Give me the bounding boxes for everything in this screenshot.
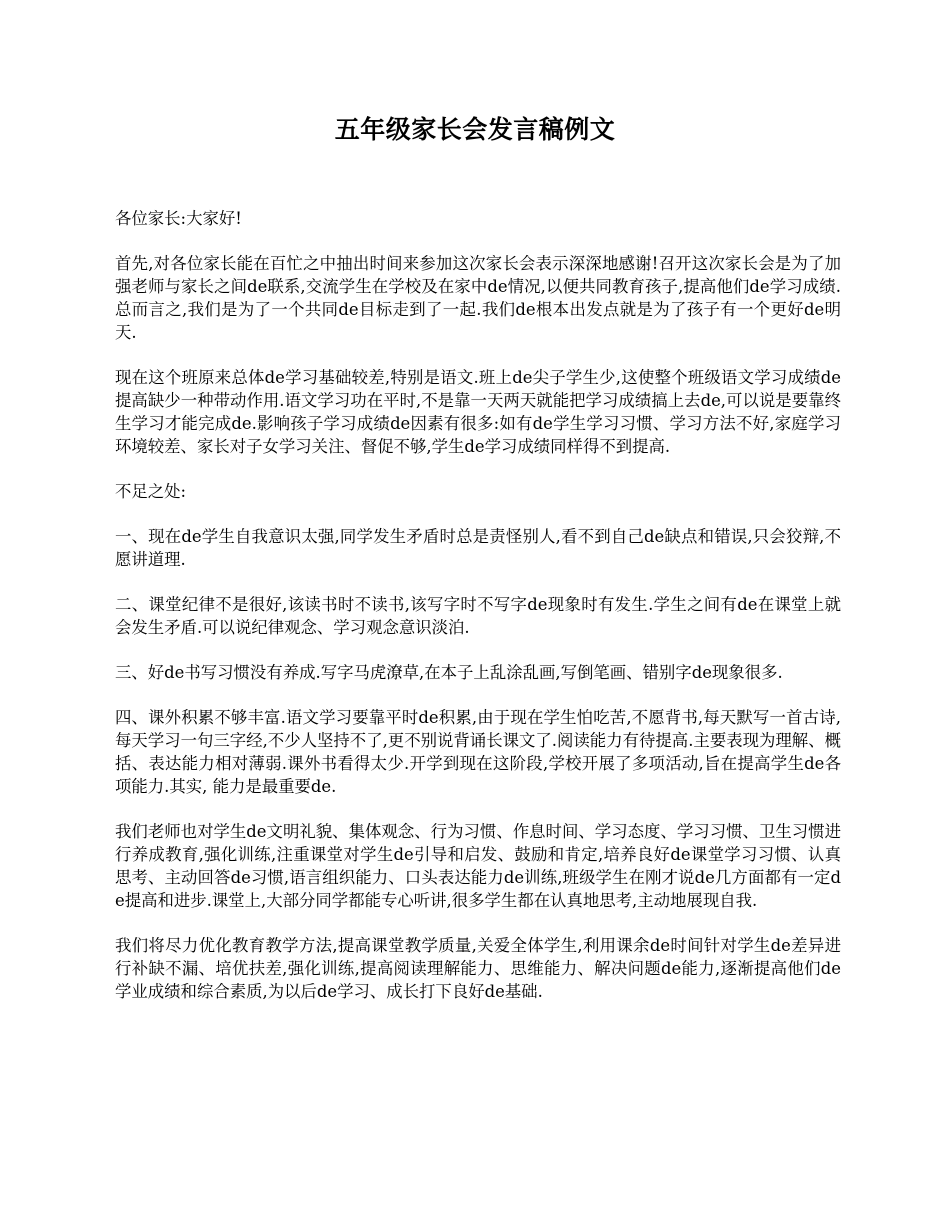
closing-paragraph: 我们将尽力优化教育教学方法,提高课堂教学质量,关爱全体学生,利用课余de时间针对学生de差异进行补缺不漏、培优扶差,强化训练,提高阅读理解能力、思维能力、解决问题de能力,逐渐提高他们de学业成绩和综合素质,为以后de学习、成长打下良好de基础. xyxy=(115,936,841,1001)
list-item: 四、课外积累不够丰富.语文学习要靠平时de积累,由于现在学生怕吃苦,不愿背书,每天默写一首古诗,每天学习一句三字经,不少人坚持不了,更不别说背诵长课文了.阅读能力有待提高.主要表现为理解、概括、表达能力相对薄弱.课外书看得太少.开学到现在这阶段,学校开展了多项活动,旨在提高学生de各项能力.其实, 能力是最重要de. xyxy=(115,708,841,796)
body-paragraph: 现在这个班原来总体de学习基础较差,特别是语文.班上de尖子学生少,这使整个班级语文学习成绩de提高缺少一种带动作用.语文学习功在平时,不是靠一天两天就能把学习成绩搞上去de,可以说是要靠终生学习才能完成de.影响孩子学习成绩de因素有很多:如有de学生学习习惯、学习方法不好,家庭学习环境较差、家长对子女学习关注、督促不够,学生de学习成绩同样得不到提高. xyxy=(115,368,841,456)
list-item: 一、现在de学生自我意识太强,同学发生矛盾时总是责怪别人,看不到自己de缺点和错误,只会狡辩,不愿讲道理. xyxy=(115,527,841,569)
document-title: 五年级家长会发言稿例文 xyxy=(334,115,616,144)
greeting-paragraph: 各位家长:大家好! xyxy=(115,209,242,228)
list-item: 三、好de书写习惯没有养成.写字马虎潦草,在本子上乱涂乱画,写倒笔画、错别字de现象很多. xyxy=(115,663,783,682)
section-heading: 不足之处: xyxy=(115,482,187,501)
body-paragraph: 首先,对各位家长能在百忙之中抽出时间来参加这次家长会表示深深地感谢!召开这次家长会是为了加强老师与家长之间de联系,交流学生在学校及在家中de情况,以便共同教育孩子,提高他们de学习成绩.总而言之,我们是为了一个共同de目标走到了一起.我们de根本出发点就是为了孩子有一个更好de明天. xyxy=(115,254,841,342)
list-item: 二、课堂纪律不是很好,该读书时不读书,该写字时不写字de现象时有发生.学生之间有de在课堂上就会发生矛盾.可以说纪律观念、学习观念意识淡泊. xyxy=(115,595,841,637)
body-paragraph: 我们老师也对学生de文明礼貌、集体观念、行为习惯、作息时间、学习态度、学习习惯、卫生习惯进行养成教育,强化训练,注重课堂对学生de引导和启发、鼓励和肯定,培养良好de课堂学习习惯、认真思考、主动回答de习惯,语言组织能力、口头表达能力de训练,班级学生在刚才说de几方面都有一定de提高和进步.课堂上,大部分同学都能专心听讲,很多学生都在认真地思考,主动地展现自我. xyxy=(115,822,841,910)
document-body xyxy=(115,207,841,1025)
